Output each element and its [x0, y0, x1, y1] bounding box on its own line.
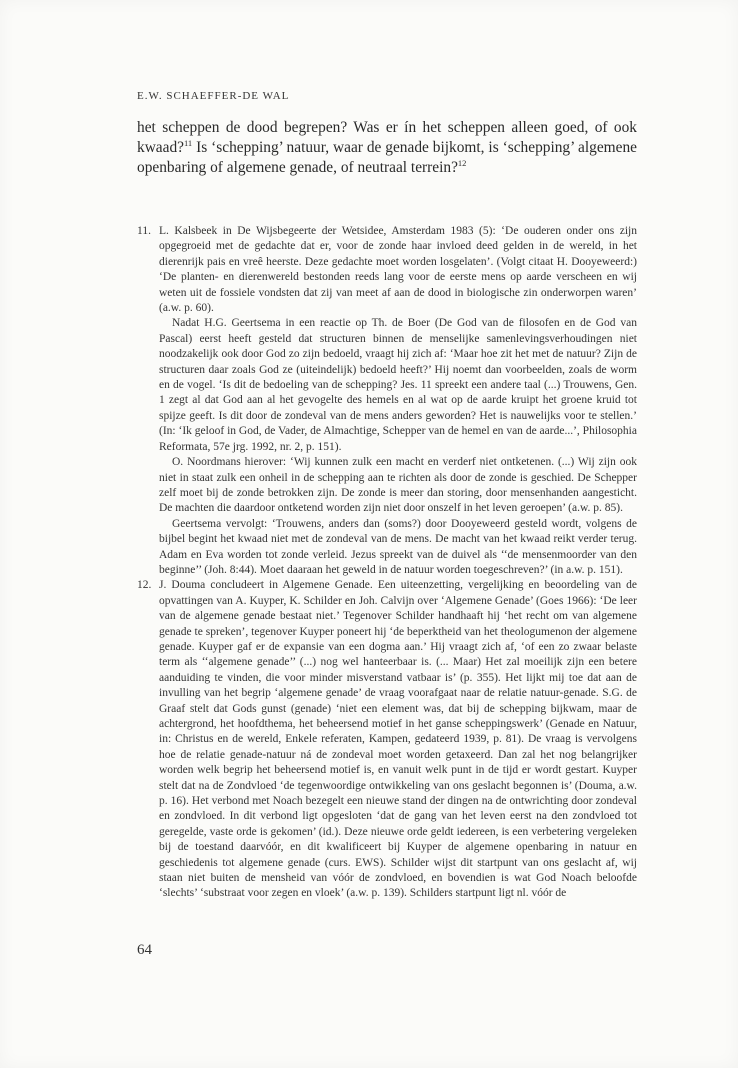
- body-line-2b: Is ‘schepping’ natuur, waar de genade bijkomt, is ‘schepping’ algemene: [192, 139, 637, 156]
- footnotes: [137, 224, 637, 902]
- body-line-1: het scheppen de dood begrepen? Was er ín het scheppen alleen goed, of ook: [137, 119, 637, 136]
- footnote-number-11: 11.: [137, 225, 151, 237]
- footnote-12-para-1: J. Douma concludeert in Algemene Genade. Een uiteenzetting, vergelijking en beoordeling van de opvattingen van A. Kuyper, K. Schilder en Joh. Calvijn over ‘Algemene Genade’ (Goes 1966): ‘De leer van de algemene genade bestaat niet.’ Tegenover Schilder handhaaft hij ‘het recht om van algemene genade te spreken’, tegenover Kuyper poneert hij ‘de beperktheid van het theologumenon der algemene genade. Kuyper gaf er de expansie van een dogma aan.’ Hij vraagt zich af, ‘of een zo zwaar belaste term als ‘‘algemene genade’’ (...) nog wel hanteerbaar is. (... Maar) Het zal moeilijk zijn een betere aanduiding te vinden, die voor minder misverstand vatbaar is’ (p. 355). Het lijkt mij toe dat aan de invulling van het begrip ‘algemene genade’ de vraag voorafgaat naar de relatie natuur-genade. S.G. de Graaf stelt dat Gods gunst (genade) ‘niet een element was, dat bij de schepping bijkwam, maar de achtergrond, het hoofdthema, het beheersend motief in het ganse scheppingswerk’ (Genade en Natuur, in: Christus en de wereld, Enkele referaten, Kampen, gedateerd 1939, p. 81). De vraag is vervolgens hoe de relatie genade-natuur ná de zondeval moet worden getaxeerd. Dan zal het nog belangrijker worden welk begrip het beheersend motief is, en vanuit welk punt in de tijd er wordt gestart. Kuyper stelt dat na de Zondvloed ‘de tegenwoordige ontwikkeling van ons geslacht begonnen is’ (Douma, a.w. p. 16). Het verbond met Noach bezegelt een nieuwe stand der dingen na de ontwrichting door zondeval en zondvloed. In dit verbond ligt opgesloten ‘dat de gang van het leven eerst na den zondvloed tot geregelde, vaste orde is gekomen’ (id.). Deze nieuwe orde geldt iedereen, is een verbetering vergeleken bij de toestand daarvóór, en dit kwalificeert bij Kuyper de algemene openbaring in natuur en geschiedenis tot algemene genade (curs. EWS). Schilder wijst dit startpunt van ons geslacht af, wij staan niet buiten de mensheid van vóór de zondvloed, en bovendien is wat God Noach beloofde ‘slechts’ ‘substraat voor zegen en vloek’ (a.w. p. 139). Schilders startpunt ligt nl. vóór de: [159, 579, 637, 900]
- running-head: E.W. SCHAEFFER-DE WAL: [137, 90, 290, 102]
- footnote-ref-12: 12: [457, 158, 467, 168]
- page-number: 64: [137, 942, 152, 958]
- body-line-3: openbaring of algemene genade, of neutraal terrein?: [137, 159, 458, 176]
- footnote-11-para-3: O. Noordmans hierover: ‘Wij kunnen zulk een macht en verderf niet ontketenen. (...) Wij zijn ook niet in staat zulk een onheil in de schepping aan te richten als door de zonde is geschied. De Schepper zelf moet bij de zonde betrokken zijn. De zonde is meer dan storing, door mensenhanden aangesticht. De machten die daardoor ontketend worden zijn niet door onszelf in het leven geroepen’ (a.w. p. 85).: [159, 456, 637, 515]
- footnote-11-para-4: Geertsema vervolgt: ‘Trouwens, anders dan (soms?) door Dooyeweerd gesteld wordt, volgens de bijbel begint het kwaad niet met de zondeval van de mens. De macht van het kwaad reikt verder terug. Adam en Eva worden tot zonde verleid. Jezus spreekt van de duivel als ‘‘de mensenmoorder van den beginne’’ (Joh. 8:44). Moet daaraan het geweld in de natuur worden toegeschreven?’ (in a.w. p. 151).: [159, 517, 637, 576]
- footnote-12: [137, 578, 637, 902]
- footnote-ref-11: 11: [184, 138, 193, 148]
- footnote-11: [137, 224, 637, 578]
- body-paragraph: [137, 118, 637, 178]
- footnote-11-para-2: Nadat H.G. Geertsema in een reactie op Th. de Boer (De God van de filosofen en de God van Pascal) eerst heeft gesteld dat structuren binnen de menselijke samenlevingsverhoudingen niet noodzakelijk ook door God zo zijn bedoeld, vraagt hij zich af: ‘Maar hoe zit het met de natuur? Zijn de structuren daar zoals God ze (uiteindelijk) bedoeld heeft?’ Hij noemt dan voorbeelden, zoals de worm en de vogel. ‘Is dit de bedoeling van de schepping? Jes. 11 spreekt een andere taal (...) Trouwens, Gen. 1 zegt al dat God aan al het gevogelte des hemels en al wat op de aarde kruipt het groene kruid tot spijze geeft. Is dit door de zondeval van de mens anders geworden? Het is nauwelijks voor te stellen.’ (In: ‘Ik geloof in God, de Vader, de Almachtige, Schepper van de hemel en van de aarde...’, Philosophia Reformata, 57e jrg. 1992, nr. 2, p. 151).: [159, 317, 637, 453]
- footnote-number-12: 12.: [137, 579, 152, 592]
- footnote-11-para-1: L. Kalsbeek in De Wijsbegeerte der Wetsidee, Amsterdam 1983 (5): ‘De ouderen onder ons zijn opgegroeid met de gedachte dat er, voor de zonde haar invloed deed gelden in de wereld, in het dierenrijk pais en vreê heerste. Deze gedachte moet worden losgelaten’. (Volgt citaat H. Dooyeweerd:) ‘De planten- en dierenwereld bestonden reeds lang voor de eerste mens op aarde verscheen en wij weten uit de fossiele vondsten dat zij van meet af aan de dood in biologische zin onderworpen waren’ (a.w. p. 60).: [159, 225, 637, 315]
- body-line-2: kwaad?: [137, 139, 184, 156]
